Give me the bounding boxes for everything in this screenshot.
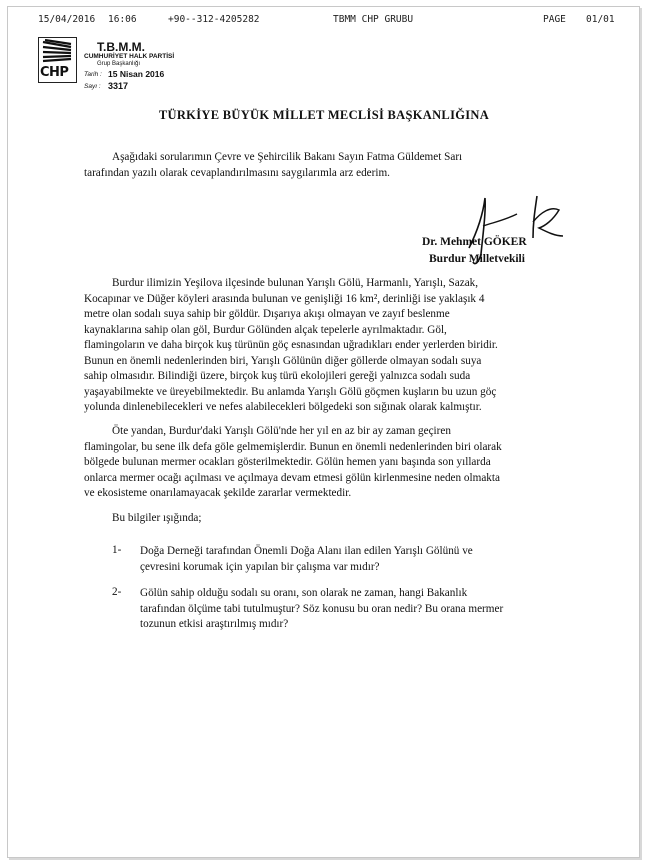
fax-page-number: 01/01 <box>586 14 615 25</box>
paragraph-line: ve ekosisteme onarılamayacak şekilde zararlar vermektedir. <box>84 487 352 499</box>
question-line: Doğa Derneği tarafından Önemli Doğa Alanı ilan edilen Yarışlı Gölünü ve <box>140 545 473 557</box>
question-line: çevresini korumak için yapılan bir çalışma var mıdır? <box>140 560 380 573</box>
chp-logo-text: CHP <box>40 65 69 80</box>
signature-name: Dr. Mehmet GÖKER <box>422 236 527 248</box>
body-paragraph-1 <box>84 276 608 416</box>
paragraph-line: onlarca mermer ocağı açılması ve açılmaya devam etmesi gölün kirlenmesine neden olmakta <box>84 471 500 484</box>
fax-sender: TBMM CHP GRUBU <box>333 14 414 25</box>
paragraph-line: Burdur ilimizin Yeşilova ilçesinde bulunan Yarışlı Gölü, Harmanlı, Yarışlı, Sazak, <box>112 277 479 289</box>
body-paragraph-2 <box>84 424 608 502</box>
paragraph-line: yolunda dinlenebilecekleri ve nefes alabilecekleri bölgedeki son sığınak olarak kalmıştır. <box>84 401 482 413</box>
paragraph-line: Öte yandan, Burdur'daki Yarışlı Gölü'nde her yıl en az bir ay zaman geçiren <box>112 425 451 437</box>
intro-paragraph <box>84 150 608 181</box>
paragraph-line: yaşayabilmekte ve üreyebilmektedir. Bu anlamda Yarışlı Gölü göçmen kuşların bu uzun göç <box>84 385 497 398</box>
stamp-number-label: Sayı : <box>84 83 101 90</box>
question-2 <box>140 586 610 633</box>
fax-date: 15/04/2016 <box>38 14 96 25</box>
question-line: tarafından ölçüme tabi tutulmuştur? Söz konusu bu oran nedir? Bu orana mermer <box>140 602 504 615</box>
fax-page-label: PAGE <box>543 14 566 25</box>
intro-line: Aşağıdaki sorularımın Çevre ve Şehircilik Bakanı Sayın Fatma Güldemet Sarı <box>112 151 463 163</box>
stamp-date-label: Tarih : <box>84 71 102 78</box>
paragraph-line: flamingoların ve daha birçok kuş türünün göç esnasından uğradıkları ender yerlerden biridir. <box>84 339 498 351</box>
signature-title: Burdur Milletvekili <box>429 253 525 265</box>
question-1 <box>140 544 610 575</box>
lead-in-text: Bu bilgiler ışığında; <box>112 512 202 524</box>
paragraph-line: flamingolar, bu sene ilk defa göle gelmemişlerdir. Bunun en önemli nedenlerinden biri olarak <box>84 440 502 453</box>
paragraph-line: metre olan sodalı suya sahip bir göldür. Dışarıya akışı olmayan ve zayıf beslenme <box>84 308 450 320</box>
intro-line: tarafından yazılı olarak cevaplandırılmasını saygılarımla arz ederim. <box>84 166 390 179</box>
question-line: Gölün sahip olduğu sodalı su oranı, son olarak ne zaman, hangi Bakanlık <box>140 587 468 599</box>
fax-time: 16:06 <box>108 14 137 25</box>
question-number: 1- <box>112 544 122 556</box>
paragraph-line: Bunun en önemli nedenlerinden biri, Yarışlı Gölünün diğer göllerde olmayan sodalı suya <box>84 354 482 367</box>
paragraph-line: bölgede bulunan mermer ocakları gösterilmektedir. Gölün hemen yanı başında son yıllarda <box>84 456 491 468</box>
stamp-party: CUMHURİYET HALK PARTİSİ <box>84 53 175 60</box>
paragraph-line: sahip olmasıdır. Bilindiği üzere, birçok kuş türü ekolojileri gereği yalnızca sodalı suda <box>84 370 471 382</box>
document-title: TÜRKİYE BÜYÜK MİLLET MECLİSİ BAŞKANLIĞINA <box>158 108 490 122</box>
stamp-org: T.B.M.M. <box>97 40 145 54</box>
question-number: 2- <box>112 586 122 598</box>
six-arrows-icon <box>41 39 75 63</box>
stamp-office: Grup Başkanlığı <box>97 61 141 67</box>
fax-phone: +90--312-4205282 <box>168 14 260 25</box>
paragraph-line: kaynaklarına sahip olan göl, Burdur Gölünden alçak tepelerle ayrılmaktadır. Göl, <box>84 323 447 336</box>
stamp-date-value: 15 Nisan 2016 <box>108 69 165 79</box>
paragraph-line: Kocapınar ve Düğer köyleri arasında bulunan ve genişliği 16 km², derinliği ise yaklaşık 4 <box>84 292 485 305</box>
question-line: tozunun etkisi araştırılmış mıdır? <box>140 618 289 630</box>
stamp-number-value: 3317 <box>108 81 129 91</box>
